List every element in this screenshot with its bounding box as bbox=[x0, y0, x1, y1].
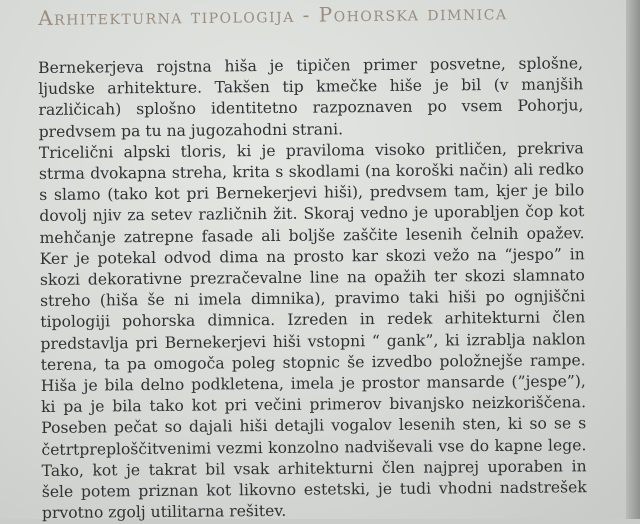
paragraph-description: Tricelični alpski tloris, ki je praviloma visoko pritličen, prekriva strma dvokapna streha, krita s skodlami (na koroški način) ali redko s slamo (tako kot pri Bernekerjevi hiši), predvsem tam, kjer je bilo dovolj njiv za setev različnih žit. Skoraj vedno je uporabljen čop kot mehčanje zatrepne fasade ali boljše zaščite lesenih čelnih opažev. Ker je potekal odvod dima na prosto kar skozi vežo na “jespo” in skozi dekorativne prezračevalne line na opažih ter skozi slamnato streho (hiša še ni imela dimnika), pravimo taki hiši po ognjiščni tipologiji pohorska dimnica. Izreden in redek arhitekturni člen predstavlja pri Bernekerjevi hiši vstopni “ gank”, ki izrablja naklon terena, ta pa omogoča poleg stopnic še izvedbo položnejše rampe. Hiša je bila delno podkletena, imela je prostor mansarde (”jespe”), ki pa je bila tako kot pri večini primerov bivanjsko neizkoriščena. Poseben pečat so dajali hiši detajli vogalov lesenih sten, ki so se s četrtpreploščitvenimi vezmi konzolno nadviševali vse do kapne lege. Tako, kot je takrat bil vsak arhitekturni člen najprej uporaben in šele potem priznan kot likovno estetski, je tudi vhodni nadstrešek prvotno zgolj utilitarna rešitev. bbox=[38, 139, 587, 523]
board-text bbox=[38, 53, 587, 524]
paragraph-intro: Bernekerjeva rojstna hiša je tipičen primer posvetne, splošne, ljudske arhitekture. Takšen tip kmečke hiše je bil (v manjših različicah) splošno identitetno razpoznaven po vsem Pohorju, predvsem pa tu na jugozahodni strani. bbox=[38, 54, 584, 141]
board-title: Arhitekturna tipologija - Pohorska dimnica bbox=[38, 0, 508, 30]
